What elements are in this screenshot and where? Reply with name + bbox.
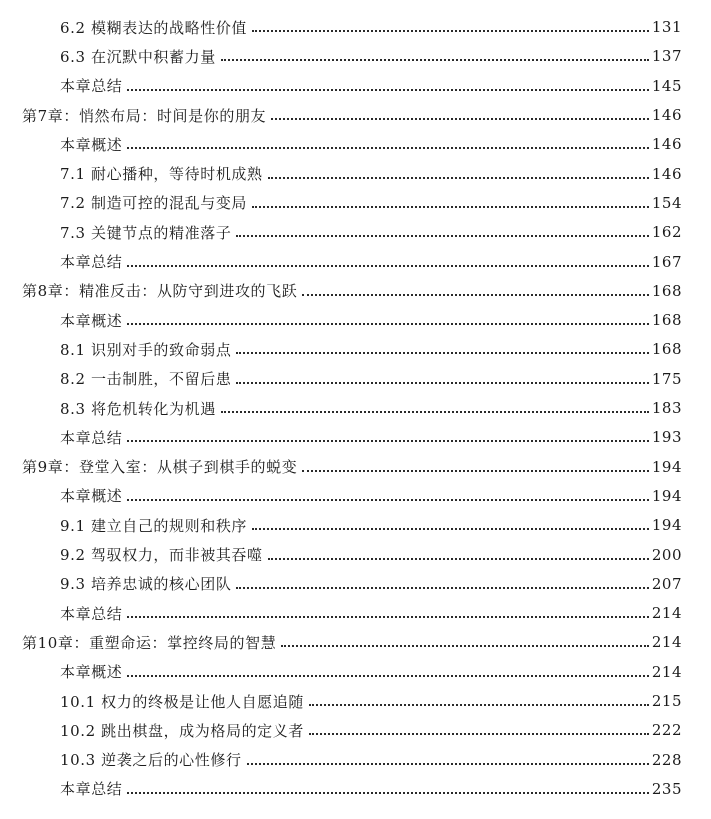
dot-leader (252, 206, 649, 208)
toc-section-row[interactable] (0, 159, 711, 188)
dot-leader (127, 323, 648, 325)
toc-section-row[interactable] (0, 364, 711, 393)
toc-page-number: 214 (651, 604, 682, 623)
dot-leader (236, 235, 648, 237)
toc-section-row[interactable] (0, 599, 711, 628)
toc-entry-title: 10.3 逆袭之后的心性修行 (60, 751, 242, 770)
dot-leader (236, 587, 648, 589)
toc-page-number: 137 (651, 47, 682, 66)
toc-page-number: 154 (651, 193, 682, 212)
toc-page-number: 175 (651, 369, 682, 388)
toc-section-row[interactable] (0, 774, 711, 803)
toc-entry-title: 本章概述 (60, 135, 123, 154)
dot-leader (127, 89, 648, 91)
dot-leader (252, 30, 649, 32)
toc-entry-title: 6.3 在沉默中积蓄力量 (60, 47, 216, 66)
toc-entry-title: 8.1 识别对手的致命弱点 (60, 340, 232, 359)
toc-section-row[interactable] (0, 130, 711, 159)
dot-leader (268, 558, 649, 560)
dot-leader (302, 294, 649, 296)
toc-section-row[interactable] (0, 745, 711, 774)
toc-entry-title: 本章概述 (60, 311, 123, 330)
toc-page-number: 214 (651, 633, 682, 652)
dot-leader (309, 733, 649, 735)
dot-leader (127, 675, 648, 677)
toc-page-number: 146 (651, 135, 682, 154)
toc-page-number: 222 (651, 721, 682, 740)
dot-leader (302, 470, 649, 472)
toc-entry-title: 第10章：重塑命运：掌控终局的智慧 (22, 633, 277, 652)
dot-leader (236, 382, 648, 384)
toc-page-number: 207 (651, 574, 682, 593)
toc-entry-title: 本章总结 (60, 428, 123, 447)
toc-page-number: 167 (651, 252, 682, 271)
dot-leader (236, 352, 648, 354)
toc-entry-title: 9.1 建立自己的规则和秩序 (60, 516, 248, 535)
toc-entry-title: 第8章：精准反击：从防守到进攻的飞跃 (22, 282, 298, 301)
toc-page-number: 193 (651, 428, 682, 447)
dot-leader (281, 645, 649, 647)
toc-page-number: 162 (651, 223, 682, 242)
dot-leader (127, 616, 648, 618)
toc-page-number: 145 (651, 76, 682, 95)
toc-section-row[interactable] (0, 423, 711, 452)
toc-entry-title: 7.3 关键节点的精准落子 (60, 223, 232, 242)
toc-page-number: 168 (651, 281, 682, 300)
toc-section-row[interactable] (0, 511, 711, 540)
dot-leader (127, 440, 648, 442)
toc-chapter-row[interactable] (0, 628, 711, 657)
toc-page-number: 146 (651, 164, 682, 183)
dot-leader (247, 763, 649, 765)
dot-leader (127, 792, 648, 794)
dot-leader (268, 177, 649, 179)
toc-section-row[interactable] (0, 188, 711, 217)
toc-page-number: 194 (651, 516, 682, 535)
toc-section-row[interactable] (0, 481, 711, 510)
toc-entry-title: 本章概述 (60, 487, 123, 506)
toc-entry-title: 第9章：登堂入室：从棋子到棋手的蜕变 (22, 458, 298, 477)
toc-section-row[interactable] (0, 716, 711, 745)
toc-entry-title: 本章概述 (60, 663, 123, 682)
toc-section-row[interactable] (0, 71, 711, 100)
toc-entry-title: 10.1 权力的终极是让他人自愿追随 (60, 692, 304, 711)
toc-section-row[interactable] (0, 306, 711, 335)
toc-entry-title: 9.2 驾驭权力，而非被其吞噬 (60, 546, 263, 565)
toc-page-number: 146 (651, 106, 682, 125)
toc-section-row[interactable] (0, 13, 711, 42)
dot-leader (127, 147, 648, 149)
toc-page-number: 214 (651, 662, 682, 681)
toc-page-number: 168 (651, 340, 682, 359)
toc-entry-title: 9.3 培养忠诚的核心团队 (60, 575, 232, 594)
dot-leader (309, 704, 649, 706)
toc-section-row[interactable] (0, 247, 711, 276)
toc-entry-title: 本章总结 (60, 604, 123, 623)
toc-entry-title: 第7章：悄然布局：时间是你的朋友 (22, 106, 267, 125)
toc-entry-title: 本章总结 (60, 780, 123, 799)
toc-section-row[interactable] (0, 393, 711, 422)
toc-entry-title: 本章总结 (60, 253, 123, 272)
toc-page-number: 215 (651, 692, 682, 711)
toc-entry-title: 7.2 制造可控的混乱与变局 (60, 194, 248, 213)
toc-page-number: 168 (651, 311, 682, 330)
toc-entry-title: 本章总结 (60, 77, 123, 96)
dot-leader (271, 118, 649, 120)
dot-leader (127, 265, 648, 267)
toc-page-number: 235 (651, 779, 682, 798)
toc-chapter-row[interactable] (0, 276, 711, 305)
toc-section-row[interactable] (0, 42, 711, 71)
toc-entry-title: 7.1 耐心播种，等待时机成熟 (60, 165, 263, 184)
toc-section-row[interactable] (0, 218, 711, 247)
dot-leader (221, 59, 649, 61)
toc-section-row[interactable] (0, 569, 711, 598)
toc-page-number: 194 (651, 486, 682, 505)
toc-entry-title: 8.2 一击制胜，不留后患 (60, 370, 232, 389)
toc-page-number: 200 (651, 545, 682, 564)
toc-entry-title: 6.2 模糊表达的战略性价值 (60, 18, 248, 37)
toc-entry-title: 8.3 将危机转化为机遇 (60, 399, 216, 418)
toc-chapter-row[interactable] (0, 100, 711, 129)
toc-page-number: 131 (651, 18, 682, 37)
toc-page-number: 228 (651, 750, 682, 769)
toc-page-number: 183 (651, 399, 682, 418)
toc-entry-title: 10.2 跳出棋盘，成为格局的定义者 (60, 721, 304, 740)
toc-section-row[interactable] (0, 540, 711, 569)
dot-leader (252, 528, 649, 530)
toc-section-row[interactable] (0, 335, 711, 364)
toc-section-row[interactable] (0, 657, 711, 686)
toc-chapter-row[interactable] (0, 452, 711, 481)
toc-page-number: 194 (651, 457, 682, 476)
toc-section-row[interactable] (0, 686, 711, 715)
dot-leader (127, 499, 648, 501)
dot-leader (221, 411, 649, 413)
